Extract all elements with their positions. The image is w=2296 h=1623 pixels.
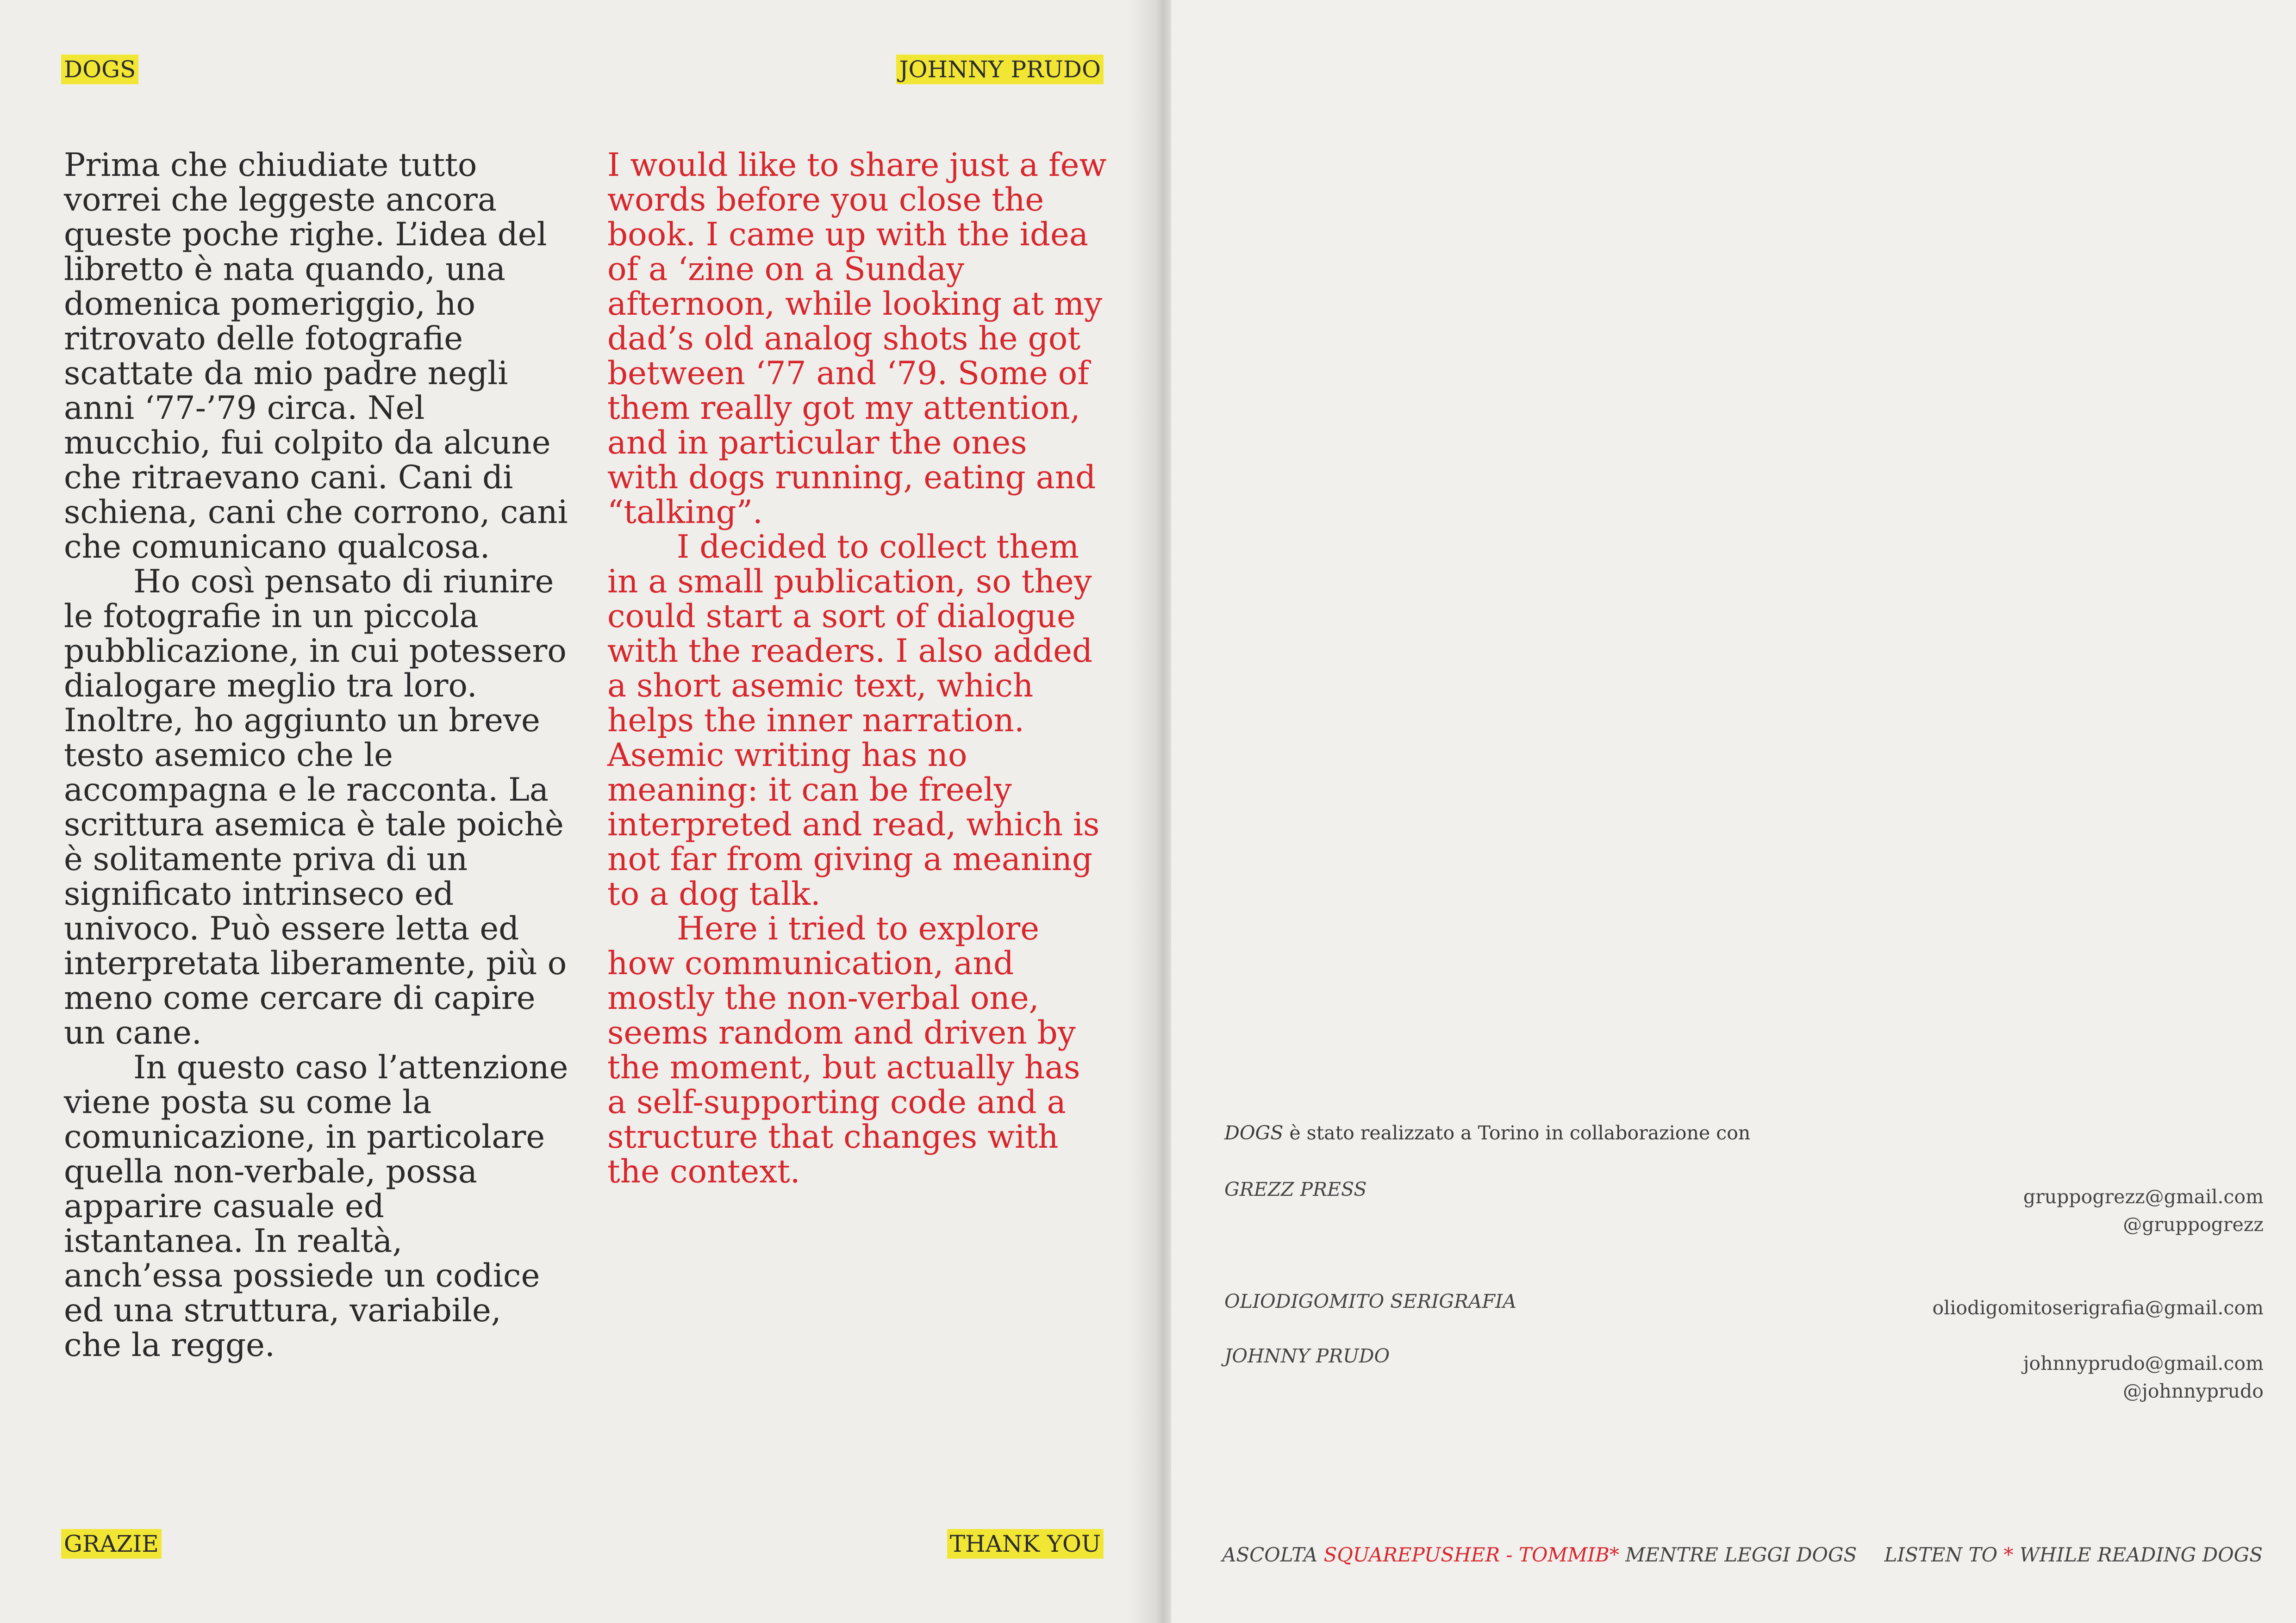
english-paragraph-3: Here i tried to explore how communication, and mostly the non-verbal one, seems random and driven by the moment, but actually has a self-supporting code and a structure that changes with the context. bbox=[607, 910, 1080, 1190]
credit-name-johnny-prudo: JOHNNY PRUDO bbox=[1224, 1345, 1390, 1367]
italian-paragraph-2: Ho così pensato di riunire le fotografie in un piccola pubblicazione, in cui potessero dialogare meglio tra loro. Inoltre, ho aggiunto un breve testo asemico che le accompagna e le racconta. La scrittura asemica è tale poichè è solitamente priva di un significato intrinseco ed univoco. Può essere letta ed interpretata liberamente, più o meno come cercare di capire un cane. bbox=[64, 563, 567, 1051]
listen-english bbox=[1884, 1541, 2263, 1569]
header-author: JOHNNY PRUDO bbox=[896, 55, 1104, 84]
italian-text-column bbox=[64, 148, 568, 1363]
credit-email: gruppogrezz@gmail.com bbox=[2023, 1186, 2264, 1208]
footer-grazie: GRAZIE bbox=[61, 1529, 162, 1559]
footer-thank-you: THANK YOU bbox=[947, 1529, 1104, 1559]
credit-handle: @gruppogrezz bbox=[2123, 1213, 2264, 1236]
english-paragraph-1: I would like to share just a few words before you close the book. I came up with the idea of a ‘zine on a Sunday afternoon, while looking at my dad’s old analog shots he got between ‘77 and ‘79. Some of them really got my attention, and in particular the ones with dogs running, eating and “talking”. bbox=[607, 147, 1107, 531]
colophon-title: DOGS bbox=[1224, 1122, 1284, 1144]
listen-en-star: * bbox=[2003, 1543, 2014, 1566]
english-text-column bbox=[607, 148, 1107, 1189]
listen-italian bbox=[1222, 1541, 1857, 1569]
listen-it-prefix: ASCOLTA bbox=[1222, 1543, 1324, 1566]
credit-contact-grezz bbox=[2023, 1183, 2264, 1238]
credit-email: johnnyprudo@gmail.com bbox=[2023, 1352, 2264, 1374]
listen-en-suffix: WHILE READING DOGS bbox=[2013, 1543, 2263, 1566]
credit-email: oliodigomitoserigrafia@gmail.com bbox=[1932, 1297, 2264, 1319]
colophon-intro bbox=[1224, 1119, 1750, 1147]
credit-handle: @johnnyprudo bbox=[2123, 1380, 2264, 1402]
listen-it-suffix: MENTRE LEGGI DOGS bbox=[1619, 1543, 1857, 1566]
credit-contact-johnny-prudo bbox=[2023, 1349, 2264, 1405]
italian-paragraph-3: In questo caso l’attenzione viene posta su come la comunicazione, in particolare quella non-verbale, possa apparire casuale ed istantanea. In realtà, anch’essa possiede un codice ed una struttura, variabile, che la regge. bbox=[64, 1049, 568, 1364]
credit-name-grezz: GREZZ PRESS bbox=[1224, 1178, 1367, 1200]
listen-en-prefix: LISTEN TO bbox=[1884, 1543, 2004, 1566]
header-dogs: DOGS bbox=[61, 55, 138, 84]
listen-it-track: SQUAREPUSHER - TOMMIB bbox=[1323, 1543, 1610, 1566]
english-paragraph-2: I decided to collect them in a small publication, so they could start a sort of dialogue with the readers. I also added a short asemic text, which helps the inner narration. Asemic writing has no meaning: it can be freely interpreted and read, which is not far from giving a meaning to a dog talk. bbox=[607, 529, 1100, 913]
credit-contact-oliodigomito bbox=[1933, 1294, 2264, 1322]
italian-paragraph-1: Prima che chiudiate tutto vorrei che leggeste ancora queste poche righe. L’idea del libretto è nata quando, una domenica pomeriggio, ho ritrovato delle fotografie scattate da mio padre negli anni ‘77-’79 circa. Nel mucchio, fui colpito da alcune che ritraevano cani. Cani di schiena, cani che corrono, cani che comunicano qualcosa. bbox=[64, 147, 568, 566]
listen-it-star: * bbox=[1609, 1543, 1619, 1566]
colophon-intro-text: è stato realizzato a Torino in collaborazione con bbox=[1283, 1122, 1751, 1144]
credit-name-oliodigomito: OLIODIGOMITO SERIGRAFIA bbox=[1224, 1290, 1516, 1312]
